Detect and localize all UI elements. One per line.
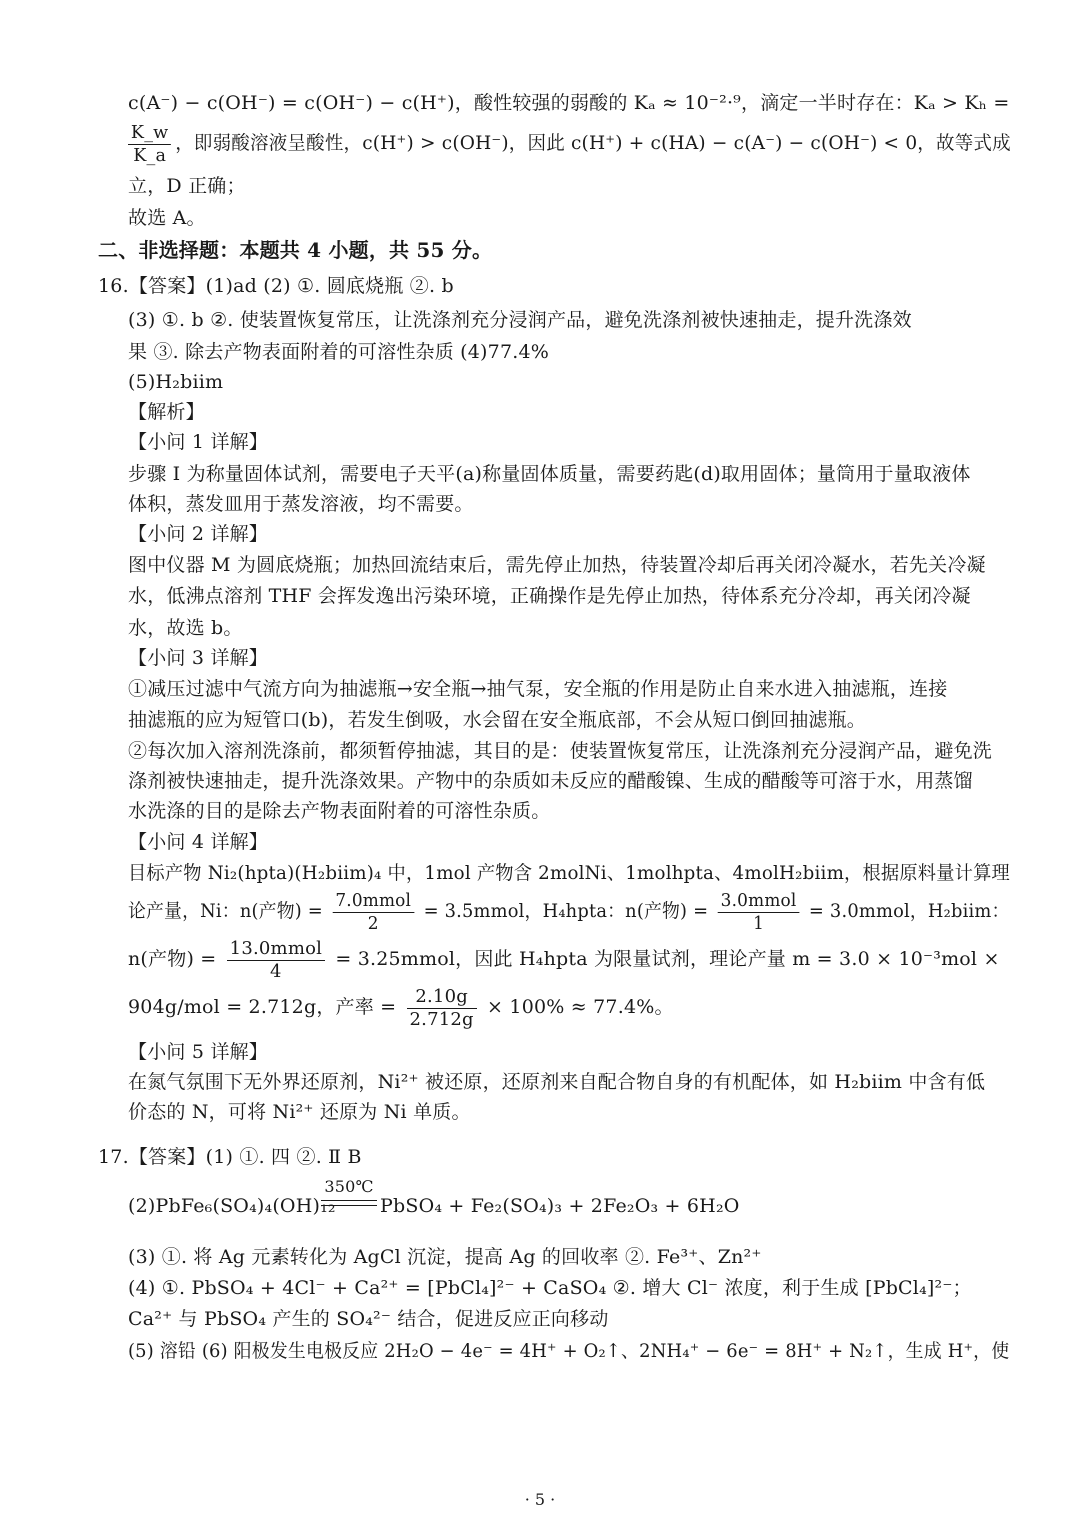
section-heading: 二、非选择题：本题共 4 小题，共 55 分。 — [98, 238, 493, 262]
text-segment: = 3.25mmol，因此 H₄hpta 为限量试剂，理论产量 m = 3.0 × 10⁻³mol × — [335, 948, 1000, 970]
analysis-heading: 【解析】 — [128, 401, 205, 423]
fraction-numerator: K_w — [128, 122, 171, 145]
page-number: · 5 · — [524, 1490, 556, 1509]
fraction-kw-ka — [128, 122, 171, 167]
reaction-condition: 350℃ — [324, 1177, 374, 1196]
q17-answer-line: Ca²⁺ 与 PbSO₄ 产生的 SO₄²⁻ 结合，促进反应正向移动 — [128, 1308, 609, 1330]
q17-answer-line: (5) 溶铅 (6) 阳极发生电极反应 2H₂O − 4e⁻ = 4H⁺ + O₂↑、2NH₄⁺ − 6e⁻ = 8H⁺ + N₂↑，生成 H⁺，使 — [128, 1340, 1010, 1362]
subquestion-heading: 【小问 5 详解】 — [128, 1041, 268, 1063]
fraction — [407, 986, 477, 1031]
q16-answer-line: 16.【答案】(1)ad (2) ①. 圆底烧瓶 ②. b — [98, 275, 454, 297]
text-line: 故选 A。 — [128, 207, 206, 229]
text-line-with-fraction — [128, 888, 1010, 934]
text-line: ②每次加入溶剂洗涤前，都须暂停抽滤，其目的是：使装置恢复常压，让洗涤剂充分浸润产品，避免洗 — [128, 740, 993, 762]
text-line: 图中仪器 M 为圆底烧瓶；加热回流结束后，需先停止加热，待装置冷却后再关闭冷凝水，若先关冷凝 — [128, 554, 986, 576]
text-segment: ，即弱酸溶液呈酸性，c(H⁺) > c(OH⁻)，因此 c(H⁺) + c(HA) − c(A⁻) − c(OH⁻) < 0，故等式成 — [175, 132, 1011, 154]
q16-answer-line: 果 ③. 除去产物表面附着的可溶性杂质 (4)77.4% — [128, 341, 550, 363]
subquestion-heading: 【小问 1 详解】 — [128, 431, 268, 453]
fraction-numerator: 7.0mmol — [332, 890, 413, 913]
text-line: 立，D 正确； — [128, 175, 246, 197]
fraction-numerator: 2.10g — [407, 986, 477, 1009]
equals-bar — [321, 1200, 377, 1201]
text-line: 水，低沸点溶剂 THF 会挥发逸出污染环境，正确操作是先停止加热，待体系充分冷却，再关闭冷凝 — [128, 585, 971, 607]
fraction-denominator: 4 — [270, 960, 282, 982]
text-line: 抽滤瓶的应为短管口(b)，若发生倒吸，水会留在安全瓶底部，不会从短口倒回抽滤瓶。 — [128, 709, 866, 731]
text-line: 价态的 N，可将 Ni²⁺ 还原为 Ni 单质。 — [128, 1101, 471, 1123]
text-line: 在氮气氛围下无外界还原剂，Ni²⁺ 被还原，还原剂来自配合物自身的有机配体，如 H₂biim 中含有低 — [128, 1071, 986, 1093]
text-line-with-fraction — [128, 984, 674, 1030]
fraction-denominator: 1 — [753, 912, 765, 934]
q16-answer-line: (5)H₂biim — [128, 371, 224, 393]
text-line-with-fraction — [128, 936, 1000, 982]
text-line: 水，故选 b。 — [128, 617, 243, 639]
subquestion-heading: 【小问 4 详解】 — [128, 831, 268, 853]
fraction — [227, 938, 325, 983]
text-line-with-fraction — [128, 120, 1011, 166]
fraction-denominator: K_a — [133, 144, 167, 166]
q16-answer-line: (3) ①. b ②. 使装置恢复常压，让洗涤剂充分浸润产品，避免洗涤剂被快速抽走，提升洗涤效 — [128, 309, 912, 331]
text-line: c(A⁻) − c(OH⁻) = c(OH⁻) − c(H⁺)，酸性较强的弱酸的 Kₐ ≈ 10⁻²·⁹，滴定一半时存在：Kₐ > Kₕ = — [128, 92, 1010, 114]
text-line: 步骤 I 为称量固体试剂，需要电子天平(a)称量固体质量，需要药匙(d)取用固体；量筒用于量取液体 — [128, 463, 971, 485]
text-segment: × 100% ≈ 77.4%。 — [487, 996, 674, 1018]
text-segment: = 3.0mmol，H₂biim： — [808, 900, 1010, 922]
text-segment: 904g/mol = 2.712g，产率 = — [128, 996, 397, 1018]
fraction-denominator: 2.712g — [409, 1008, 474, 1030]
fraction-numerator: 3.0mmol — [718, 890, 799, 913]
fraction — [718, 890, 799, 935]
equation-right: PbSO₄ + Fe₂(SO₄)₃ + 2Fe₂O₃ + 6H₂O — [380, 1195, 740, 1217]
text-line: 目标产物 Ni₂(hpta)(H₂biim)₄ 中，1mol 产物含 2molNi、1molhpta、4molH₂biim，根据原料量计算理 — [128, 862, 1010, 884]
q17-answer-line: (4) ①. PbSO₄ + 4Cl⁻ + Ca²⁺ = [PbCl₄]²⁻ + CaSO₄ ②. 增大 Cl⁻ 浓度，利于生成 [PbCl₄]²⁻； — [128, 1277, 972, 1299]
text-segment: 论产量，Ni：n(产物) = — [128, 900, 323, 922]
text-line: 水洗涤的目的是除去产物表面附着的可溶性杂质。 — [128, 800, 551, 822]
text-line: 体积，蒸发皿用于蒸发溶液，均不需要。 — [128, 493, 474, 515]
q17-answer-line: (3) ①. 将 Ag 元素转化为 AgCl 沉淀，提高 Ag 的回收率 ②. Fe³⁺、Zn²⁺ — [128, 1246, 762, 1268]
text-line: ①减压过滤中气流方向为抽滤瓶→安全瓶→抽气泵，安全瓶的作用是防止自来水进入抽滤瓶，连接 — [128, 678, 948, 700]
fraction-numerator: 13.0mmol — [227, 938, 325, 961]
text-segment: n(产物) = — [128, 948, 217, 970]
equals-bar — [321, 1205, 377, 1206]
subquestion-heading: 【小问 3 详解】 — [128, 647, 268, 669]
text-line: 涤剂被快速抽走，提升洗涤效果。产物中的杂质如未反应的醋酸镍、生成的醋酸等可溶于水，用蒸馏 — [128, 770, 973, 792]
fraction-denominator: 2 — [367, 912, 379, 934]
q17-answer-line: 17.【答案】(1) ①. 四 ②. Ⅱ B — [98, 1146, 362, 1168]
subquestion-heading: 【小问 2 详解】 — [128, 523, 268, 545]
text-segment: = 3.5mmol，H₄hpta：n(产物) = — [423, 900, 709, 922]
fraction — [332, 890, 413, 935]
equation-left: (2)PbFe₆(SO₄)₄(OH)₁₂ — [128, 1195, 336, 1217]
